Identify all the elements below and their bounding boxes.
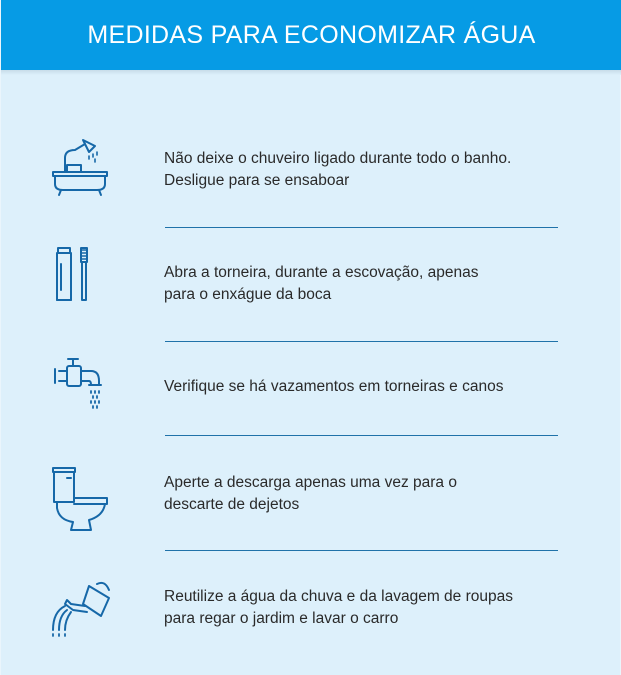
- tip-text: [164, 586, 564, 630]
- watering-can-icon: [45, 576, 115, 646]
- leaking-faucet-icon: [45, 353, 115, 423]
- tip-line: Verifique se há vazamentos em torneiras e canos: [164, 378, 504, 395]
- tip-text: [164, 472, 564, 516]
- page-title: MEDIDAS PARA ECONOMIZAR ÁGUA: [87, 20, 536, 49]
- toilet-icon: [45, 462, 115, 532]
- tip-line: descarte de dejetos: [164, 496, 300, 513]
- header-banner: [1, 0, 621, 70]
- tip-line: para regar o jardim e lavar o carro: [164, 610, 399, 627]
- tip-text: [164, 262, 564, 306]
- toothbrush-toothpaste-icon: [45, 240, 115, 310]
- tip-text: [164, 148, 564, 192]
- tip-line: para o enxágue da boca: [164, 286, 332, 303]
- tip-line: Aperte a descarga apenas uma vez para o: [164, 474, 457, 491]
- bathtub-shower-icon: [45, 132, 115, 202]
- divider: [165, 435, 558, 436]
- header-shadow: [1, 70, 621, 75]
- divider: [165, 550, 558, 551]
- tip-text: [164, 376, 564, 398]
- tip-line: Reutilize a água da chuva e da lavagem de roupas: [164, 588, 513, 605]
- tip-line: Não deixe o chuveiro ligado durante todo o banho.: [164, 150, 512, 167]
- divider: [165, 227, 558, 228]
- tip-line: Desligue para se ensaboar: [164, 172, 350, 189]
- divider: [165, 341, 558, 342]
- tip-line: Abra a torneira, durante a escovação, apenas: [164, 264, 479, 281]
